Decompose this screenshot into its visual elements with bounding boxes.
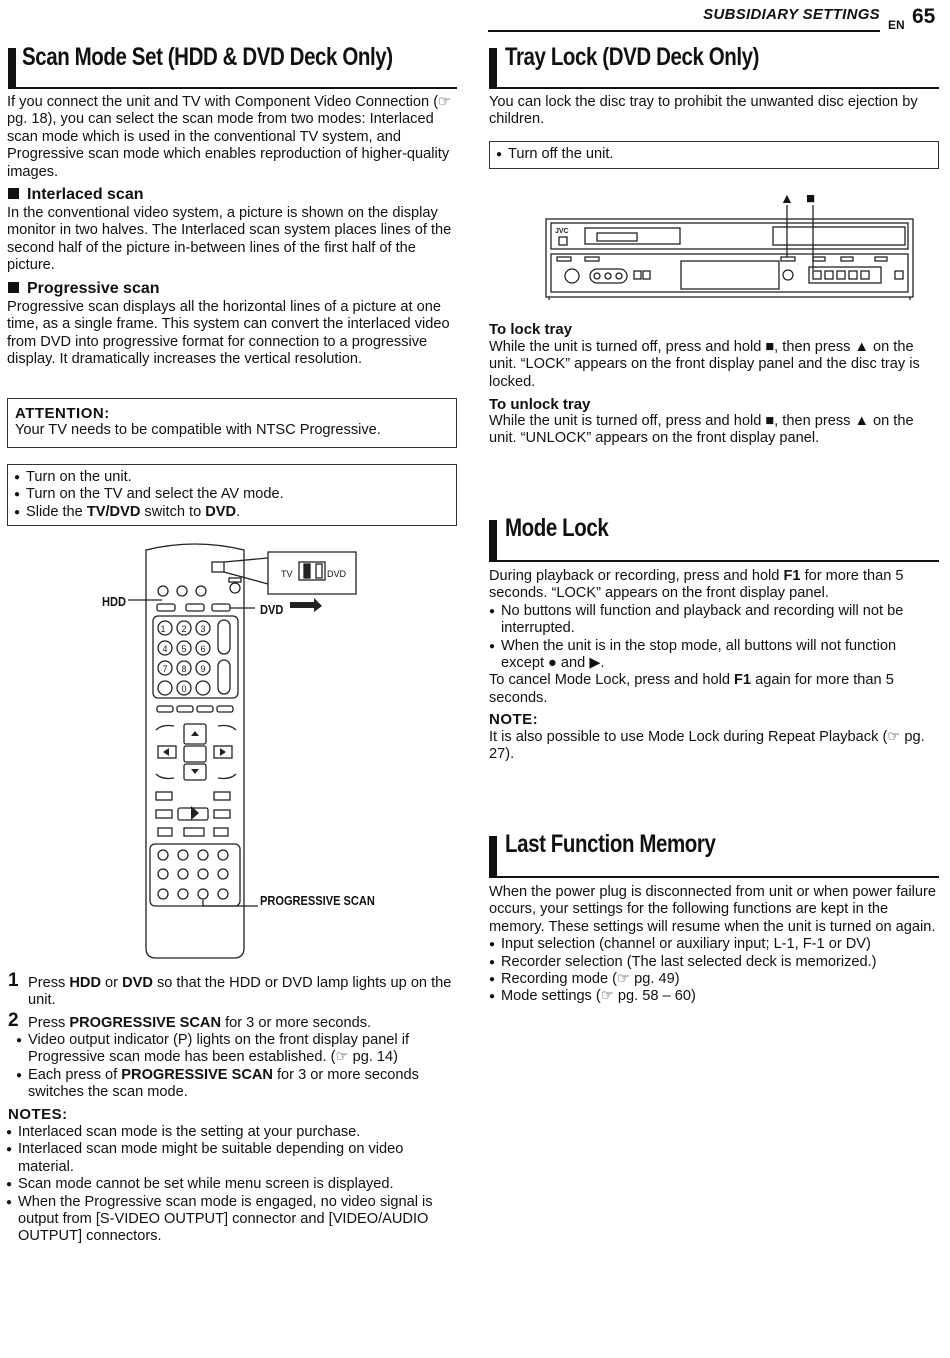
prep-box-scan [7,464,457,526]
step-2-notes [16,1032,446,1102]
note-item: ● When the Progressive scan mode is engaged, no video signal is output from [S-VIDEO OUTPUT] connector and [VIDEO/AUDIO OUTPUT] connectors. [6,1194,458,1246]
stop-symbol: ■ [806,190,816,207]
svg-text:7: 7 [162,664,168,674]
mode-lock-cancel: To cancel Mode Lock, press and hold F1 again for more than 5 seconds. [489,672,894,706]
section-rule [8,87,457,89]
step-2-bullet: ● Each press of PROGRESSIVE SCAN for 3 or more seconds switches the scan mode. [16,1067,446,1102]
prep-item: ● Turn on the unit. [14,469,450,486]
progressive-body: Progressive scan displays all the horizontal lines of a picture at one time, as a single frame. This system can convert the interlaced video from DVD into progressive format for connection to a progressive display. It dramatically increases the vertical resolution. [7,299,450,368]
notes-title: NOTES: [8,1106,68,1123]
unlock-tray-title: To unlock tray [489,396,591,413]
scan-intro: If you connect the unit and TV with Component Video Connection (☞ pg. 18), you can select the scan mode from two modes: Interlaced scan mode which is used in the conventional TV system, and Progressive scan mode which enables reproduction of higher-quality images. [7,94,452,180]
lock-tray-body: While the unit is turned off, press and hold ■, then press ▲ on the unit. “LOCK” appears on the front display panel and the disc tray is locked. [489,339,920,390]
unlock-tray-body: While the unit is turned off, press and hold ■, then press ▲ on the unit. “UNLOCK” appears on the front display panel. [489,413,914,447]
switch-label-dvd: DVD [327,569,347,579]
section-title-last-function-memory: Last Function Memory [505,830,716,858]
section-rule [489,876,939,878]
prep-box-tray [489,141,939,169]
interlaced-body: In the conventional video system, a picture is shown on the display monitor in two halves. The Interlaced scan system places lines of the second half of the picture in-between lines of the first half of the picture. [7,205,452,274]
prep-item: ● Turn off the unit. [496,146,932,163]
svg-text:4: 4 [162,644,168,654]
note-item: ● Interlaced scan mode might be suitable depending on video material. [6,1141,458,1176]
memory-bullet: ● Recording mode (☞ pg. 49) [489,971,941,988]
switch-label-tv: TV [281,569,293,579]
header-rule [488,30,880,32]
callout-hdd: HDD [102,594,126,609]
memory-intro: When the power plug is disconnected from unit or when power failure occurs, your settings for the following functions are kept in the memory. These settings will resume when the unit is turned on again. [489,884,936,935]
mode-lock-note-title: NOTE: [489,711,539,728]
running-header: SUBSIDIARY SETTINGS [703,6,880,23]
svg-text:2: 2 [181,624,187,634]
subheading-progressive: Progressive scan [8,280,160,297]
memory-bullet: ● Mode settings (☞ pg. 58 – 60) [489,988,941,1005]
section-rule [489,560,939,562]
note-item: ● Scan mode cannot be set while menu screen is displayed. [6,1176,458,1193]
svg-text:0: 0 [181,684,187,694]
section-marker [489,836,497,876]
section-marker [8,48,16,88]
section-title-tray-lock: Tray Lock (DVD Deck Only) [505,43,760,71]
mode-lock-body [489,568,941,707]
svg-text:3: 3 [200,624,206,634]
section-rule [489,87,939,89]
page-number: 65 [912,5,936,28]
page-header [0,0,950,36]
subheading-interlaced: Interlaced scan [8,186,144,203]
memory-bullet: ● Recorder selection (The last selected deck is memorized.) [489,954,941,971]
callout-progressive-scan: PROGRESSIVE SCAN [260,893,375,908]
language-tag: EN [888,18,905,32]
svg-text:8: 8 [181,664,187,674]
attention-body: Your TV needs to be compatible with NTSC Progressive. [15,422,381,439]
attention-box [7,398,457,448]
svg-text:6: 6 [200,644,206,654]
step-2-bullet: ● Video output indicator (P) lights on the front display panel if Progressive scan mode has been established. (☞ pg. 14) [16,1032,446,1067]
prep-item: ● Turn on the TV and select the AV mode. [14,486,450,503]
mode-lock-note-body: It is also possible to use Mode Lock during Repeat Playback (☞ pg. 27). [489,729,925,763]
memory-body [489,884,941,1006]
mode-lock-bullet: ● No buttons will function and playback and recording will not be interrupted. [489,603,941,638]
section-marker [489,48,497,88]
deck-brand: JVC [555,228,569,235]
step-number: 1 [8,970,19,991]
mode-lock-bullet: ● When the unit is in the stop mode, all buttons will not function except ● and ▶. [489,638,941,673]
notes-list [6,1124,458,1246]
step-1: Press HDD or DVD so that the HDD or DVD lamp lights up on the unit. [28,975,452,1009]
mode-lock-intro: During playback or recording, press and hold F1 for more than 5 seconds. “LOCK” appears on the front display panel. [489,568,904,602]
section-marker [489,520,497,560]
attention-title: ATTENTION: [15,405,110,422]
step-number: 2 [8,1010,19,1031]
svg-text:1: 1 [160,624,166,634]
section-title-scan-mode: Scan Mode Set (HDD & DVD Deck Only) [22,43,393,71]
section-title-mode-lock: Mode Lock [505,514,609,542]
step-2: Press PROGRESSIVE SCAN for 3 or more seconds. [28,1015,372,1031]
prep-item: ● Slide the TV/DVD switch to DVD. [14,504,450,521]
tray-intro: You can lock the disc tray to prohibit the unwanted disc ejection by children. [489,94,918,128]
eject-symbol: ▲ [780,190,794,206]
lock-tray-title: To lock tray [489,321,573,338]
memory-bullet: ● Input selection (channel or auxiliary input; L-1, F-1 or DV) [489,936,941,953]
svg-text:9: 9 [200,664,206,674]
deck-front-panel-illustration [545,205,915,300]
callout-dvd: DVD [260,602,284,617]
svg-text:5: 5 [181,644,187,654]
note-item: ● Interlaced scan mode is the setting at your purchase. [6,1124,458,1141]
